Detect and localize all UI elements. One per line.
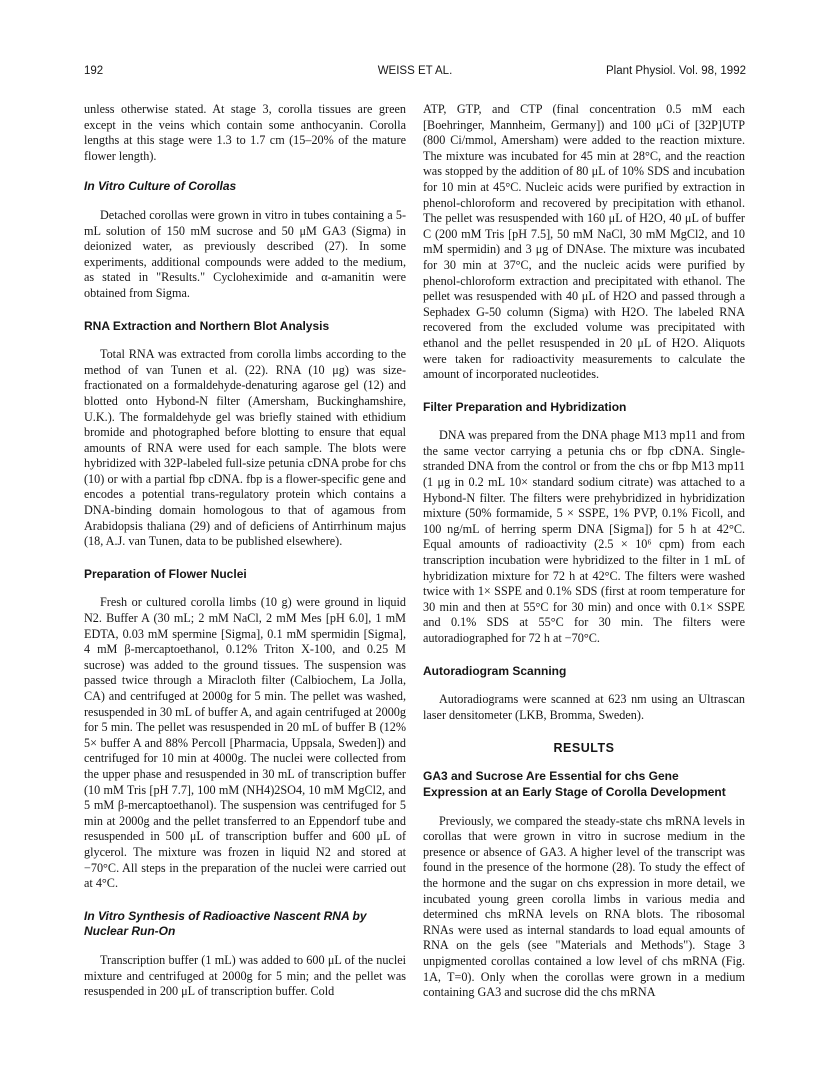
section-heading-culture: In Vitro Culture of Corollas <box>84 179 237 194</box>
filter-paragraph: DNA was prepared from the DNA phage M13 mp11 and from the same vector carrying a petunia chs or fbp cDNA. Single-stranded DNA from the control or from the chs or fbp M13 mp11 (1 μg in 0.2 mL 10× standard sodium citrate) was attached to a Hybond-N filter. The filters were prehybridized in hybridization mixture (50% formamide, 5 × SSPE, 1% PVP, 0.1% Ficoll, and 100 ng/mL of herring sperm DNA [Sigma]) for 5 h at 42°C. Equal amounts of radioactivity (2.5 × 10⁶ cpm) from each transcription incubation were hybridized to the filter in 1 mL of hybridization mixture for 72 h at 42°C. The filters were washed twice with 1× SSPE and 0.1% SDS (first at room temperature for 30 min and then at 55°C for 30 min) and once with 0.1× SSPE and 0.1% SDS at 55°C for 30 min. The filters were autoradiographed for 72 h at −70°C. <box>423 428 745 645</box>
journal-citation: Plant Physiol. Vol. 98, 1992 <box>605 65 746 77</box>
running-head-authors: WEISS ET AL. <box>377 65 453 77</box>
results-heading: RESULTS <box>553 741 615 756</box>
running-header <box>84 65 746 81</box>
culture-paragraph: Detached corollas were grown in vitro in tubes containing a 5-mL solution of 150 mM sucrose and 50 μM GA3 (Sigma) in deionized water, as previously described (27). In some experiments, additional compounds were added to the medium, as stated in "Results." Cycloheximide and α-amanitin were obtained from Sigma. <box>84 207 406 300</box>
right-column <box>423 102 745 1001</box>
section-heading-nuclei: Preparation of Flower Nuclei <box>84 566 247 581</box>
section-heading-ga3: GA3 and Sucrose Are Essential for chs Gene Expression at an Early Stage of Corolla Development <box>423 769 726 799</box>
section-heading-rna: RNA Extraction and Northern Blot Analysis <box>84 318 330 333</box>
nuclei-paragraph: Fresh or cultured corolla limbs (10 g) were ground in liquid N2. Buffer A (30 mL; 2 mM NaCl, 2 mM Mes [pH 6.0], 1 mM EDTA, 0.03 mM spermine [Sigma], 0.1 mM spermidin [Sigma], 4 mM β-mercaptoethanol, 0.12% Triton X-100, and 0.25 M sucrose) was added to the ground tissues. The suspension was passed twice through a Miracloth filter (Calbiochem, La Jolla, CA) and centrifuged at 2000g for 5 min. The pellet was washed, resuspended in 30 mL of buffer A, and again centrifuged at 2000g for 5 min. The pellet was resuspended in 20 mL of buffer B (12% 5× buffer A and 88% Percoll [Pharmacia, Uppsala, Sweden]) and centrifuged for 10 min at 4000g. The nuclei were collected from the upper phase and resuspended in 30 mL of transcription buffer (10 mM Tris [pH 7.7], 100 mM (NH4)2SO4, 10 mM MgCl2, and 5 mM β-mercaptoethanol). The suspension was centrifuged for 5 min at 2000g and the pellet transferred to an Eppendorf tube and resuspended in 500 μL of transcription buffer and 600 μL of glycerol. The mixture was frozen in liquid N2 and stored at −70°C. All steps in the preparation of the nuclei were carried out at 4°C. <box>84 595 406 891</box>
synthesis-continued-paragraph: ATP, GTP, and CTP (final concentration 0.5 mM each [Boehringer, Mannheim, Germany]) and 100 μCi of [32P]UTP (800 Ci/mmol, Amersham) were added to the reaction mixture. The mixture was incubated for 45 min at 28°C, and the reaction was stopped by the addition of 80 μL of 10% SDS and incubation for 10 min at 45°C. Nucleic acids were purified by extraction in phenol-chloroform and recovered by precipitation with ethanol. The pellet was resuspended with 160 μL of H2O, 40 μL of buffer C (200 mM Tris [pH 7.5], 50 mM NaCl, 30 mM MgCl2, and 10 mM spermidin) and 3 μg of DNAse. The mixture was incubated for 30 min at 37°C, and the nucleic acids were purified by phenol-chloroform extraction and precipitated with ethanol. The pellet was resuspended with 40 μL of H2O and passed through a Sephadex G-50 column (Sigma) with H2O. The labeled RNA recovered from the excluded volume was precipitated with ethanol and the pellet resuspended in 20 μL of H2O. Aliquots were taken for radioactivity measurements to calculate the amount of incorporated nucleotides. <box>423 102 745 382</box>
ga3-paragraph: Previously, we compared the steady-state chs mRNA levels in corollas that were grown in vitro in sucrose medium in the presence or absence of GA3. A higher level of the transcript was found in the presence of the hormone (28). To study the effect of the hormone and the sugar on chs expression in more detail, we incubated young green corolla limbs in various media and determined chs mRNA levels on RNA blots. The ribosomal RNAs were used as internal standards to load equal amounts of RNA on the gels (see "Materials and Methods"). Stage 3 unpigmented corollas contained a low level of chs mRNA (Fig. 1A, T=0). Only when the corollas were grown in a medium containing GA3 and sucrose did the chs mRNA <box>423 813 745 1000</box>
intro-paragraph: unless otherwise stated. At stage 3, corolla tissues are green except in the veins which contain some anthocyanin. Corolla lengths at this stage were 1.3 to 1.7 cm (15–20% of the mature flower length). <box>84 102 406 163</box>
autoradiogram-paragraph: Autoradiograms were scanned at 623 nm using an Ultrascan laser densitometer (LKB, Bromma, Sweden). <box>423 692 745 722</box>
section-heading-synthesis: In Vitro Synthesis of Radioactive Nascent RNA by Nuclear Run-On <box>84 908 367 939</box>
section-heading-filter: Filter Preparation and Hybridization <box>423 399 627 414</box>
section-heading-autoradiogram: Autoradiogram Scanning <box>423 663 567 678</box>
synthesis-paragraph: Transcription buffer (1 mL) was added to 600 μL of the nuclei mixture and centrifuged at 2000g for 5 min; and the pellet was resuspended in 200 μL of transcription buffer. Cold <box>84 952 406 999</box>
rna-paragraph: Total RNA was extracted from corolla limbs according to the method of van Tunen et al. (22). RNA (10 μg) was size-fractionated on a formaldehyde-denaturing agarose gel (12) and blotted onto Hybond-N filter (Amersham, Buckinghamshire, U.K.). The formaldehyde gel was briefly stained with ethidium bromide and photographed before blotting to ensure that equal amounts of RNA were used for each sample. The blots were hybridized with 32P-labeled full-size petunia cDNA probe for chs (10) or with a partial fbp cDNA. fbp is a flower-specific gene and encodes a potential trans-regulatory protein which contains a DNA-binding domain homologous to that of agamous from Arabidopsis thaliana (29) and of deficiens of Antirrhinum majus (18, A.J. van Tunen, data to be published elsewhere). <box>84 347 406 549</box>
page-number: 192 <box>84 65 104 77</box>
left-column <box>84 102 406 1000</box>
